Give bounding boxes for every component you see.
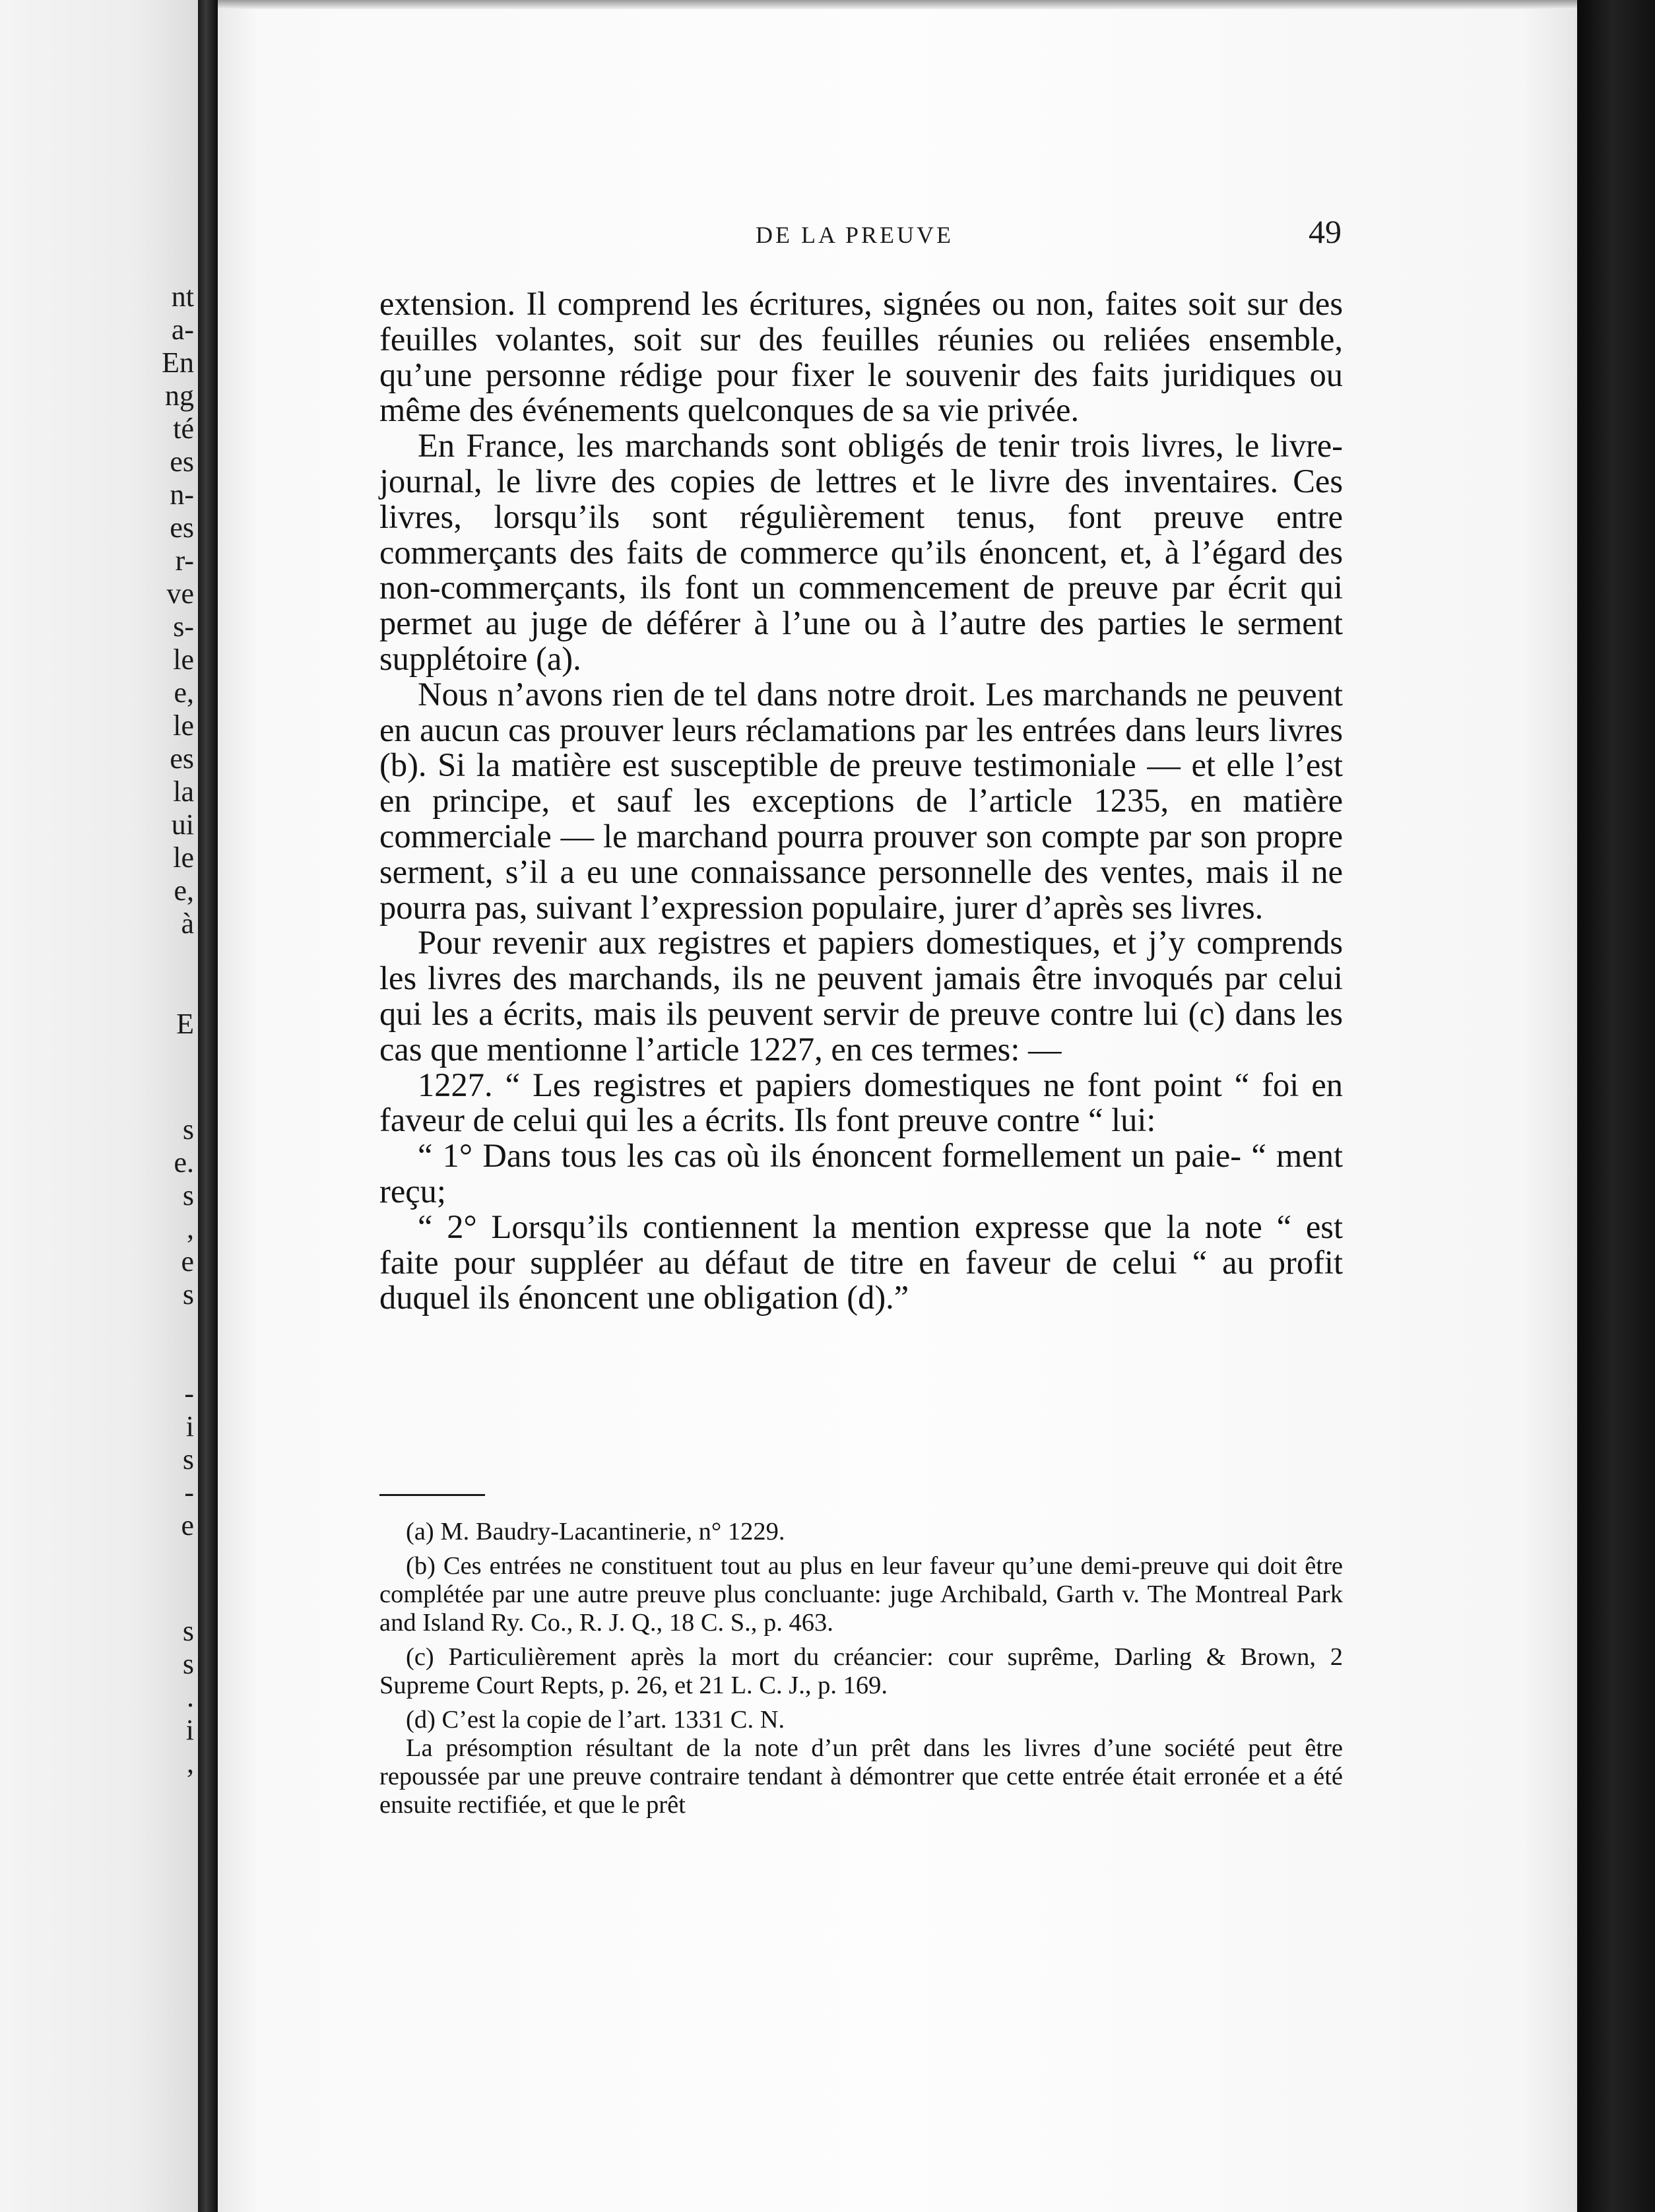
left-page-fragment: e, <box>174 676 194 709</box>
left-page-fragment: s <box>182 1443 194 1476</box>
left-page-fragment: s <box>182 1179 194 1212</box>
left-page-fragment: s <box>182 1113 194 1146</box>
footnotes <box>379 1518 1343 1825</box>
left-page-fragment: ui <box>171 808 194 841</box>
left-page-fragment: nt <box>171 280 194 313</box>
body-text <box>379 286 1343 1316</box>
paragraph: Pour revenir aux registres et papiers domestiques, et j’y comprends les livres des marchands, ils ne peuvent jamais être invoqués par celui qui les a écrits, mais ils peuvent servir de preuve contre lui (c) dans les cas que mentionne l’article 1227, en ces termes: — <box>379 924 1343 1068</box>
running-head: DE LA PREUVE <box>756 222 954 248</box>
left-page-fragment: es <box>170 511 194 544</box>
left-page-fragment: a- <box>171 313 194 346</box>
left-page-fragment: es <box>170 445 194 478</box>
left-page-fragment: s <box>182 1278 194 1311</box>
previous-page-edge <box>0 0 198 2212</box>
book-gutter <box>198 0 218 2212</box>
left-page-fragment: . <box>187 1681 194 1713</box>
left-page-fragment: E <box>176 1008 194 1040</box>
page-right-edge <box>1577 0 1655 2212</box>
paragraph: En France, les marchands sont obligés de tenir trois livres, le livre-journal, le livre des copies de lettres et le livre des inventaires. Ces livres, lorsqu’ils sont régulièrement tenus, font preuve entre commerçants des faits de commerce qu’ils énoncent, et, à l’égard des non-commerçants, ils font un commencement de preuve par écrit qui permet au juge de déférer à l’une ou à l’autre des parties le serment supplétoire (a). <box>379 427 1343 677</box>
footnote: (a) M. Baudry-Lacantinerie, n° 1229. <box>406 1518 785 1545</box>
footnote: (b) Ces entrées ne constituent tout au plus en leur faveur qu’une demi-preuve qui doit être complétée par une autre preuve plus concluante: juge Archibald, Garth v. The Montreal Park and Island Ry. Co., R. J. Q., 18 C. S., p. 463. <box>379 1552 1343 1637</box>
left-page-fragment: es <box>170 742 194 775</box>
left-page-fragment: En <box>162 346 194 379</box>
left-page-fragment: , <box>187 1747 194 1779</box>
left-page-fragment: e. <box>174 1146 194 1179</box>
left-page-fragment: ng <box>165 379 194 412</box>
left-page-fragment: s <box>182 1615 194 1647</box>
footnote: (c) Particulièrement après la mort du créancier: cour suprême, Darling & Brown, 2 Supreme Court Repts, p. 26, et 21 L. C. J., p. 169. <box>379 1643 1343 1699</box>
footnote-rule <box>379 1494 485 1496</box>
left-page-fragment: ve <box>166 577 194 610</box>
article-quote: “ 1° Dans tous les cas où ils énoncent formellement un paie- “ ment reçu; <box>379 1137 1343 1210</box>
page-top-edge <box>218 0 1577 9</box>
left-page-fragment: la <box>173 775 194 808</box>
left-page-fragment: e <box>181 1509 194 1542</box>
left-page-fragment: s <box>182 1648 194 1680</box>
left-page-fragment: r- <box>175 544 194 577</box>
footnote: La présomption résultant de la note d’un prêt dans les livres d’une société peut être repoussée par une preuve contraire tendant à démontrer que cette entrée était erronée et a été ensuite rectifiée, et que le prêt <box>379 1734 1343 1819</box>
left-page-fragment: e, <box>174 874 194 907</box>
left-page-fragment: n- <box>170 478 194 511</box>
left-page-fragment: - <box>184 1377 194 1410</box>
left-page-fragment: i <box>185 1410 194 1443</box>
left-page-fragment: le <box>173 841 194 874</box>
left-page-fragment: e <box>181 1245 194 1278</box>
page-number: 49 <box>1309 213 1342 250</box>
left-page-fragment: , <box>187 1212 194 1245</box>
footnote: (d) C’est la copie de l’art. 1331 C. N. <box>406 1706 785 1734</box>
left-page-fragment: - <box>184 1476 194 1509</box>
article-quote: 1227. “ Les registres et papiers domestiques ne font point “ foi en faveur de celui qui les a écrits. Ils font preuve contre “ lui: <box>379 1066 1343 1139</box>
paragraph: Nous n’avons rien de tel dans notre droit. Les marchands ne peuvent en aucun cas prouver leurs réclamations par les entrées dans leurs livres (b). Si la matière est susceptible de preuve testimoniale — et elle l’est en principe, et sauf les exceptions de l’article 1235, en matière commerciale — le marchand pourra prouver son compte par son propre serment, s’il a eu une connaissance personnelle des ventes, mais il ne pourra pas, suivant l’expression populaire, jurer d’après ses livres. <box>379 675 1343 926</box>
left-page-fragment: s- <box>173 610 194 643</box>
left-page-fragment: le <box>173 643 194 676</box>
article-quote: “ 2° Lorsqu’ils contiennent la mention expresse que la note “ est faite pour suppléer au défaut de titre en faveur de celui “ au profit duquel ils énoncent une obligation (d).” <box>379 1208 1343 1317</box>
left-page-fragment: à <box>181 907 194 940</box>
paragraph: extension. Il comprend les écritures, signées ou non, faites soit sur des feuilles volantes, soit sur des feuilles réunies ou reliées ensemble, qu’une personne rédige pour fixer le souvenir des faits juridiques ou même des événements quelconques de sa vie privée. <box>379 285 1343 429</box>
left-page-fragment: té <box>173 412 194 445</box>
left-page-fragment: le <box>173 709 194 742</box>
left-page-fragment: i <box>185 1714 194 1746</box>
